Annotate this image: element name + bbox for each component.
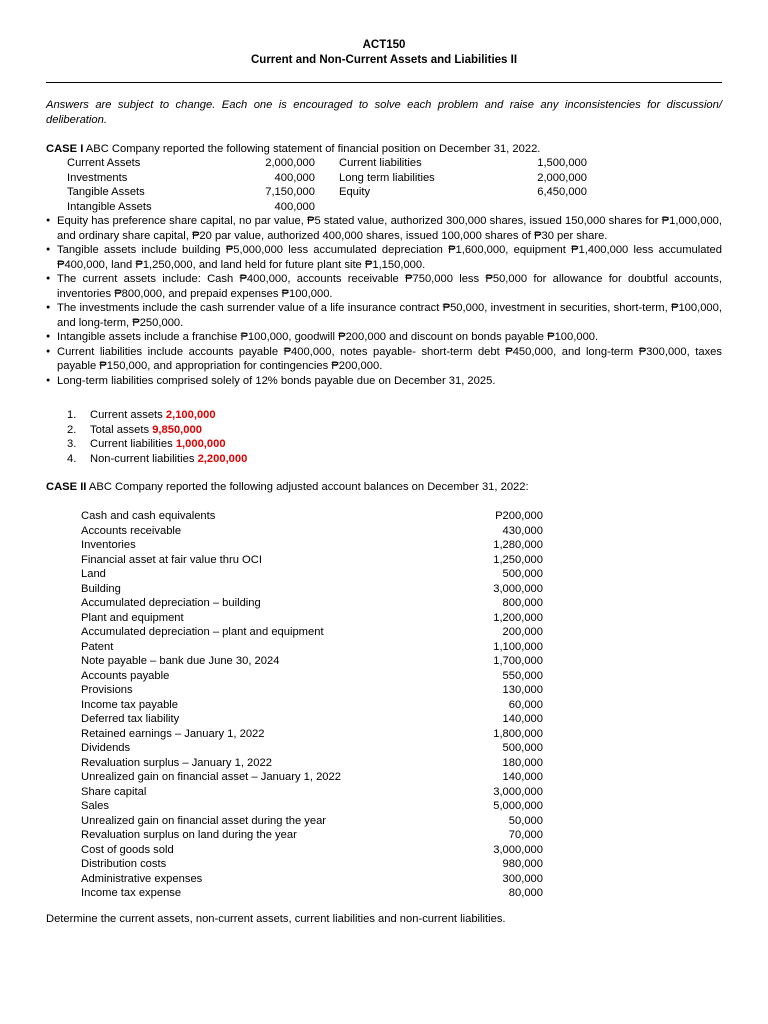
asset-label: Intangible Assets [67, 200, 152, 213]
account-amount: 500,000 [502, 742, 543, 754]
account-amount: P200,000 [495, 510, 543, 522]
balance-row [81, 625, 543, 640]
account-amount: 3,000,000 [493, 785, 543, 798]
statement-row [67, 200, 607, 215]
account-amount: 50,000 [508, 814, 543, 827]
answer-value: 9,850,000 [152, 423, 202, 436]
account-amount: 800,000 [502, 597, 543, 609]
account-amount: 430,000 [502, 524, 543, 537]
account-name: Inventories [81, 539, 136, 551]
account-name: Accumulated depreciation – building [81, 597, 261, 609]
answer-number: 1. [67, 409, 77, 421]
balance-row [81, 814, 543, 829]
answer-item [67, 408, 247, 423]
detail-bullet: ● Tangible assets include building ₱5,000,000 less accumulated depreciation ₱1,600,000, equipment ₱1,400,000 less accumulated ₱400,000, land ₱1,250,000, and land held for future plant site ₱1,150,000. [46, 243, 722, 272]
balance-row [81, 712, 543, 727]
account-amount: 1,800,000 [493, 727, 543, 740]
detail-bullet: ● Current liabilities include accounts payable ₱400,000, notes payable- short-term debt ₱450,000, and long-term ₱300,000, taxes payable ₱150,000, and appropriation for contingencies ₱200,000. [46, 345, 722, 374]
answer-item [67, 423, 247, 438]
answer-value: 2,200,000 [197, 452, 248, 465]
balance-row [81, 698, 543, 713]
balance-row [81, 683, 543, 698]
detail-bullet: ● Equity has preference share capital, no par value, ₱5 stated value, authorized 300,000 shares, issued 150,000 shares for ₱1,000,000, and ordinary share capital, ₱20 par value, authorized 400,000 shares, issued 100,000 shares of ₱30 per share. [46, 214, 722, 243]
account-name: Sales [81, 800, 109, 812]
balance-row [81, 567, 543, 582]
account-name: Accounts receivable [81, 524, 182, 537]
account-name: Financial asset at fair value thru OCI [81, 553, 262, 566]
balance-row [81, 727, 543, 742]
balance-row [81, 785, 543, 800]
liability-label: Equity [339, 186, 371, 198]
asset-value: 400,000 [274, 200, 315, 213]
answer-number: 3. [67, 438, 77, 450]
account-name: Administrative expenses [81, 872, 203, 885]
answer-item [67, 437, 247, 452]
answer-label: Total assets [90, 423, 153, 436]
account-name: Income tax payable [81, 698, 179, 711]
header-divider [46, 82, 722, 83]
detail-bullet: ● The current assets include: Cash ₱400,000, accounts receivable ₱750,000 less ₱50,000 for allowance for doubtful accounts, inventories ₱800,000, and prepaid expenses ₱100,000. [46, 272, 722, 301]
account-amount: 500,000 [502, 568, 543, 580]
account-name: Deferred tax liability [81, 713, 180, 725]
account-amount: 3,000,000 [493, 843, 543, 856]
answer-value: 2,100,000 [165, 409, 216, 421]
account-name: Share capital [81, 785, 147, 798]
account-name: Provisions [81, 684, 133, 696]
detail-bullet: ● Intangible assets include a franchise ₱100,000, goodwill ₱200,000 and discount on bonds payable ₱100,000. [46, 330, 722, 345]
document-title: Current and Non-Current Assets and Liabilities II [250, 54, 518, 66]
account-balances-table [81, 509, 543, 901]
liability-value: 6,450,000 [537, 186, 587, 198]
answer-value: 1,000,000 [175, 438, 226, 450]
account-amount: 5,000,000 [493, 800, 543, 812]
account-name: Unrealized gain on financial asset during the year [81, 814, 327, 827]
account-amount: 200,000 [502, 626, 543, 638]
account-amount: 550,000 [502, 669, 543, 682]
account-name: Retained earnings – January 1, 2022 [81, 727, 265, 740]
answer-number: 2. [67, 423, 77, 436]
asset-value: 2,000,000 [265, 157, 315, 169]
account-amount: 180,000 [502, 756, 543, 769]
account-amount: 70,000 [508, 829, 543, 841]
disclaimer-note: Answers are subject to change. Each one is encouraged to solve each problem and raise any inconsistencies for discussion/ deliberation. [46, 99, 722, 126]
balance-row [81, 857, 543, 872]
answer-number: 4. [67, 452, 77, 465]
account-amount: 980,000 [502, 858, 543, 870]
case2-intro: ABC Company reported the following adjusted account balances on December 31, 2022: [86, 481, 529, 493]
account-amount: 60,000 [508, 698, 543, 711]
account-name: Revaluation surplus – January 1, 2022 [81, 756, 272, 769]
statement-row [67, 156, 607, 171]
account-name: Building [81, 582, 121, 595]
balance-row [81, 669, 543, 684]
balance-row [81, 828, 543, 843]
account-name: Revaluation surplus on land during the year [81, 829, 297, 841]
answer-label: Non-current liabilities [90, 452, 198, 465]
account-name: Plant and equipment [81, 611, 184, 624]
case1-details-list [46, 214, 722, 388]
asset-value: 400,000 [274, 171, 315, 184]
account-amount: 300,000 [502, 872, 543, 885]
account-name: Income tax expense [81, 887, 182, 899]
case2-instruction: Determine the current assets, non-current assets, current liabilities and non-current liabilities. [46, 913, 506, 925]
case2-heading [46, 480, 722, 495]
account-amount: 130,000 [502, 684, 543, 696]
answer-label: Current liabilities [90, 438, 176, 450]
case1-answers-list [67, 408, 247, 466]
answer-label: Current assets [90, 409, 166, 421]
account-amount: 1,200,000 [493, 611, 543, 624]
balance-row [81, 524, 543, 539]
case2-label: CASE II [46, 481, 87, 493]
asset-label: Tangible Assets [67, 186, 145, 198]
case1-intro: ABC Company reported the following statement of financial position on December 31, 2022. [83, 143, 541, 155]
account-amount: 1,250,000 [493, 553, 543, 566]
liability-value: 2,000,000 [537, 171, 587, 184]
balance-row [81, 509, 543, 524]
liability-label: Current liabilities [339, 157, 422, 169]
balance-row [81, 582, 543, 597]
balance-row [81, 756, 543, 771]
balance-row [81, 741, 543, 756]
account-amount: 80,000 [508, 887, 543, 899]
balance-row [81, 872, 543, 887]
balance-row [81, 553, 543, 568]
liability-label: Long term liabilities [339, 171, 435, 184]
detail-bullet: ● The investments include the cash surrender value of a life insurance contract ₱50,000, investment in securities, short-term, ₱100,000, and long-term, ₱250,000. [46, 301, 722, 330]
account-amount: 1,700,000 [493, 655, 543, 667]
asset-label: Investments [67, 171, 128, 184]
balance-row [81, 654, 543, 669]
financial-position-table [67, 156, 607, 214]
balance-row [81, 799, 543, 814]
statement-row [67, 185, 607, 200]
asset-label: Current Assets [67, 157, 141, 169]
account-name: Patent [81, 640, 114, 653]
account-name: Accumulated depreciation – plant and equipment [81, 626, 324, 638]
asset-value: 7,150,000 [265, 186, 315, 198]
balance-row [81, 886, 543, 901]
case1-heading [46, 142, 722, 157]
detail-bullet: ● Long-term liabilities comprised solely of 12% bonds payable due on December 31, 2025. [46, 374, 722, 389]
account-amount: 140,000 [502, 771, 543, 783]
account-name: Note payable – bank due June 30, 2024 [81, 655, 280, 667]
account-name: Distribution costs [81, 858, 167, 870]
liability-value: 1,500,000 [537, 157, 587, 169]
account-name: Accounts payable [81, 669, 170, 682]
account-amount: 1,100,000 [493, 640, 543, 653]
answer-item [67, 452, 247, 467]
account-name: Unrealized gain on financial asset – January 1, 2022 [81, 771, 341, 783]
balance-row [81, 611, 543, 626]
statement-row [67, 171, 607, 186]
account-name: Cash and cash equivalents [81, 510, 216, 522]
balance-row [81, 596, 543, 611]
account-amount: 3,000,000 [493, 582, 543, 595]
case1-label: CASE I [46, 143, 84, 155]
account-amount: 140,000 [502, 713, 543, 725]
course-code: ACT150 [362, 39, 406, 51]
balance-row [81, 538, 543, 553]
account-name: Dividends [81, 742, 131, 754]
balance-row [81, 640, 543, 655]
balance-row [81, 770, 543, 785]
account-amount: 1,280,000 [493, 539, 543, 551]
account-name: Land [81, 568, 106, 580]
account-name: Cost of goods sold [81, 843, 174, 856]
balance-row [81, 843, 543, 858]
